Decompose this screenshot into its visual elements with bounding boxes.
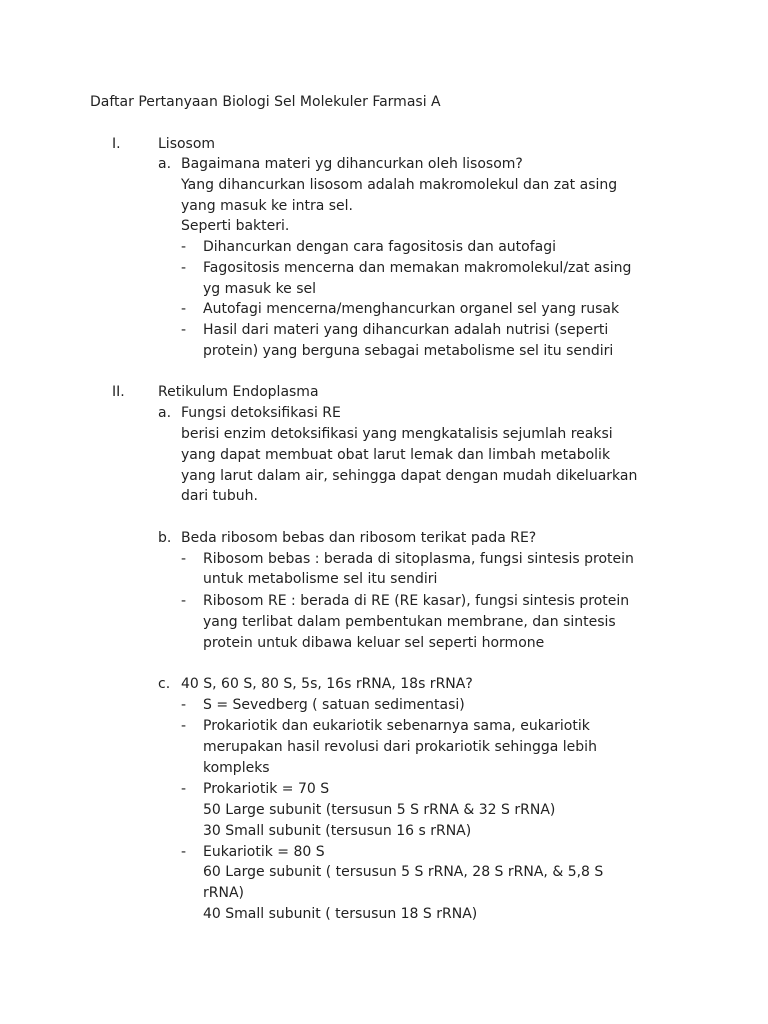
bullet-dash: - [181,301,187,317]
bullet-line: rRNA) [203,885,244,901]
question-letter: a. [158,405,172,421]
bullet-line: merupakan hasil revolusi dari prokariotik sehingga lebih [203,739,597,755]
bullet-dash: - [181,239,187,255]
section-numeral: I. [112,136,121,152]
bullet-line: 30 Small subunit (tersusun 16 s rRNA) [203,823,472,839]
bullet-dash: - [181,844,187,860]
bullet-line: Eukariotik = 80 S [203,844,325,860]
bullet-line: 40 Small subunit ( tersusun 18 S rRNA) [203,906,478,922]
bullet-line: S = Sevedberg ( satuan sedimentasi) [203,697,465,713]
answer-line: yang dapat membuat obat larut lemak dan limbah metabolik [181,447,611,463]
bullet-line: Ribosom RE : berada di RE (RE kasar), fungsi sintesis protein [203,593,630,609]
answer-line: yang masuk ke intra sel. [181,198,353,214]
question-text: Fungsi detoksifikasi RE [181,405,341,421]
answer-line: yang larut dalam air, sehingga dapat dengan mudah dikeluarkan [181,468,638,484]
section-title: Retikulum Endoplasma [158,384,319,400]
bullet-line: Fagositosis mencerna dan memakan makromolekul/zat asing [203,260,632,276]
answer-line: berisi enzim detoksifikasi yang mengkatalisis sejumlah reaksi [181,426,613,442]
bullet-line: untuk metabolisme sel itu sendiri [203,571,438,587]
answer-line: dari tubuh. [181,488,259,504]
bullet-line: Ribosom bebas : berada di sitoplasma, fungsi sintesis protein [203,551,634,567]
bullet-line: Prokariotik dan eukariotik sebenarnya sama, eukariotik [203,718,590,734]
bullet-dash: - [181,593,187,609]
bullet-line: Dihancurkan dengan cara fagositosis dan autofagi [203,239,557,255]
bullet-line: 50 Large subunit (tersusun 5 S rRNA & 32 S rRNA) [203,802,556,818]
question-text: 40 S, 60 S, 80 S, 5s, 16s rRNA, 18s rRNA? [181,676,473,692]
bullet-line: protein) yang berguna sebagai metabolisme sel itu sendiri [203,343,614,359]
bullet-dash: - [181,781,187,797]
bullet-dash: - [181,718,187,734]
bullet-line: Prokariotik = 70 S [203,781,330,797]
bullet-dash: - [181,322,187,338]
bullet-line: protein untuk dibawa keluar sel seperti hormone [203,635,545,651]
bullet-line: kompleks [203,760,270,776]
section-numeral: II. [112,384,125,400]
document-title: Daftar Pertanyaan Biologi Sel Molekuler Farmasi A [90,94,441,110]
bullet-line: yg masuk ke sel [203,281,317,297]
bullet-line: 60 Large subunit ( tersusun 5 S rRNA, 28 S rRNA, & 5,8 S [203,864,604,880]
bullet-line: yang terlibat dalam pembentukan membrane, dan sintesis [203,614,616,630]
bullet-line: Autofagi mencerna/menghancurkan organel sel yang rusak [203,301,620,317]
question-text: Bagaimana materi yg dihancurkan oleh lisosom? [181,156,523,172]
question-text: Beda ribosom bebas dan ribosom terikat pada RE? [181,530,537,546]
bullet-dash: - [181,697,187,713]
question-letter: a. [158,156,172,172]
answer-line: Seperti bakteri. [181,218,290,234]
bullet-dash: - [181,260,187,276]
bullet-dash: - [181,551,187,567]
answer-line: Yang dihancurkan lisosom adalah makromolekul dan zat asing [181,177,618,193]
bullet-line: Hasil dari materi yang dihancurkan adalah nutrisi (seperti [203,322,609,338]
question-letter: c. [158,676,171,692]
section-title: Lisosom [158,136,216,152]
question-letter: b. [158,530,172,546]
